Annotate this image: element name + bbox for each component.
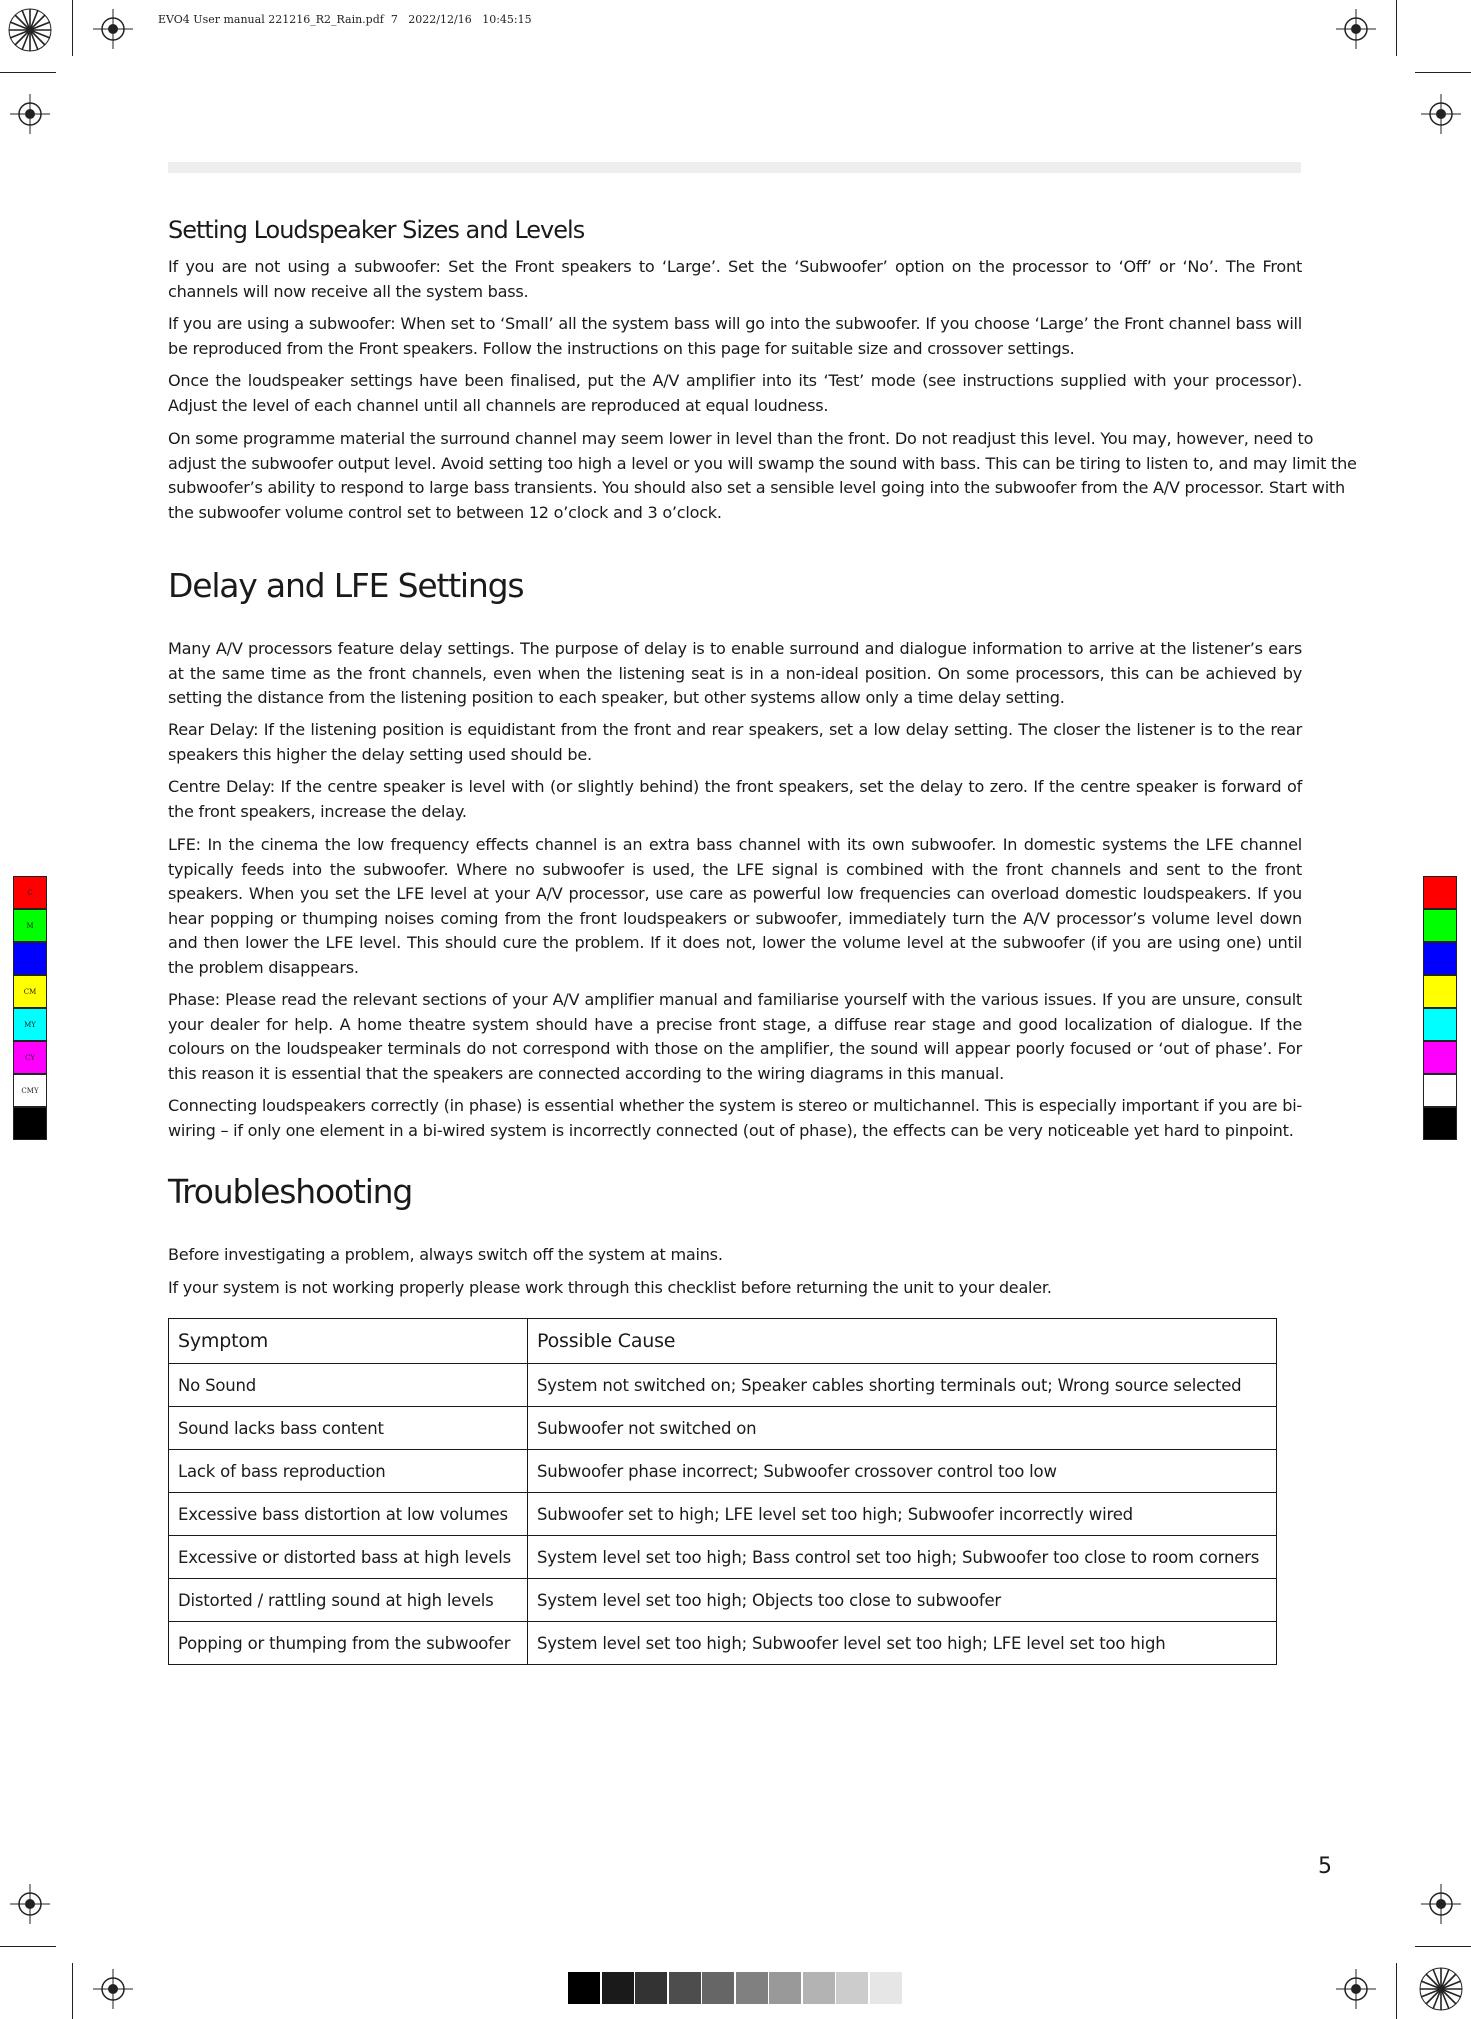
cause-cell: Subwoofer set to high; LFE level set too high; Subwoofer incorrectly wired (528, 1493, 1277, 1536)
paragraph: Many A/V processors feature delay settings. The purpose of delay is to enable surround and dialogue information to arrive at the listener’s ears at the same time as the front channels, even when the listening seat is in a non-ideal position. On some processors, this can be achieved by setting the distance from the listening position to each speaker, but other systems allow only a time delay setting. (168, 639, 1302, 708)
column-header-cause: Possible Cause (528, 1319, 1277, 1364)
gray-step (870, 1972, 902, 2004)
color-swatch: CY (13, 1041, 47, 1074)
paragraph: Connecting loudspeakers correctly (in phase) is essential whether the system is stereo or multichannel. This is especially important if you are bi-wiring – if only one element in a bi-wired system is incorrectly connected (out of phase), the effects can be very noticeable yet hard to pinpoint. (168, 1096, 1302, 1140)
table-row (169, 1364, 1277, 1407)
color-swatch (13, 942, 47, 975)
registration-mark-icon (1421, 1884, 1461, 1924)
color-swatch: CMY (13, 1074, 47, 1107)
page-number: 5 (1318, 1854, 1332, 1879)
color-swatch (1423, 975, 1457, 1008)
paragraph: LFE: In the cinema the low frequency effects channel is an extra bass channel with its own subwoofer. In domestic systems the LFE channel typically feeds into the subwoofer. Where no subwoofer is used, the LFE signal is combined with the front channels and sent to the front speakers. When you set the LFE level at your A/V processor, use care as powerful low frequencies can overload domestic loudspeakers. If you hear popping or thumping noises coming from the front loudspeakers or subwoofer, immediately turn the A/V processor’s volume level down and then lower the LFE level. This should cure the problem. If it does not, lower the volume level at the subwoofer (if you are using one) until the problem disappears. (168, 835, 1302, 977)
color-swatch: CM (13, 975, 47, 1008)
starburst-icon (1419, 1967, 1463, 2011)
section-heading-troubleshooting: Troubleshooting (168, 1172, 413, 1211)
registration-mark-icon (1421, 94, 1461, 134)
color-swatch (1423, 1074, 1457, 1107)
crop-mark (0, 72, 56, 73)
paragraph: If your system is not working properly please work through this checklist before returning the unit to your dealer. (168, 1278, 1052, 1297)
color-swatch: M (13, 909, 47, 942)
gray-step (635, 1972, 667, 2004)
table-row (169, 1450, 1277, 1493)
crop-mark (0, 1946, 56, 1947)
gray-step (769, 1972, 801, 2004)
registration-mark-icon (10, 1884, 50, 1924)
paragraph: Before investigating a problem, always switch off the system at mains. (168, 1245, 723, 1264)
gray-step (803, 1972, 835, 2004)
cause-cell: System level set too high; Bass control set too high; Subwoofer too close to room corners (528, 1536, 1277, 1579)
paragraph: Phase: Please read the relevant sections of your A/V amplifier manual and familiarise yourself with the various issues. If you are unsure, consult your dealer for help. A home theatre system should have a precise front stage, a diffuse rear stage and good localization of dialogue. If the colours on the loudspeaker terminals do not correspond with those on the amplifier, the sound will appear poorly focused or ‘out of phase’. For this reason it is essential that the speakers are connected according to the wiring diagrams in this manual. (168, 990, 1302, 1083)
crop-mark (1415, 1946, 1471, 1947)
gray-step (702, 1972, 734, 2004)
color-bar-left (13, 876, 47, 1140)
table-row (169, 1579, 1277, 1622)
header-rule (168, 162, 1301, 173)
paragraph: If you are not using a subwoofer: Set the Front speakers to ‘Large’. Set the ‘Subwoofer’ option on the processor to ‘Off’ or ‘No’. The Front channels will now receive all the system bass. (168, 257, 1302, 301)
symptom-cell: Popping or thumping from the subwoofer (169, 1622, 528, 1665)
section-heading-delay: Delay and LFE Settings (168, 566, 524, 605)
symptom-cell: No Sound (169, 1364, 528, 1407)
symptom-cell: Distorted / rattling sound at high levels (169, 1579, 528, 1622)
registration-mark-icon (1336, 1969, 1376, 2009)
table-row (169, 1407, 1277, 1450)
paragraph: Once the loudspeaker settings have been finalised, put the A/V amplifier into its ‘Test’ mode (see instructions supplied with your processor). Adjust the level of each channel until all channels are reproduced at equal loudness. (168, 371, 1302, 415)
color-swatch: C (13, 876, 47, 909)
symptom-cell: Excessive or distorted bass at high levels (169, 1536, 528, 1579)
registration-mark-icon (1336, 9, 1376, 49)
color-swatch (1423, 876, 1457, 909)
cause-cell: Subwoofer phase incorrect; Subwoofer crossover control too low (528, 1450, 1277, 1493)
gray-step (736, 1972, 768, 2004)
crop-mark (1396, 0, 1397, 56)
color-swatch (1423, 1107, 1457, 1140)
cause-cell: System level set too high; Objects too close to subwoofer (528, 1579, 1277, 1622)
table-row (169, 1493, 1277, 1536)
table-row (169, 1622, 1277, 1665)
gray-step (568, 1972, 600, 2004)
crop-mark (1415, 72, 1471, 73)
table-row (169, 1536, 1277, 1579)
cause-cell: System level set too high; Subwoofer level set too high; LFE level set too high (528, 1622, 1277, 1665)
color-swatch: MY (13, 1008, 47, 1041)
color-swatch (1423, 1008, 1457, 1041)
table-header-row (169, 1319, 1277, 1364)
color-swatch (1423, 1041, 1457, 1074)
gray-step (602, 1972, 634, 2004)
registration-mark-icon (10, 94, 50, 134)
color-bar-right (1423, 876, 1457, 1140)
color-swatch (1423, 909, 1457, 942)
paragraph: If you are using a subwoofer: When set to ‘Small’ all the system bass will go into the subwoofer. If you choose ‘Large’ the Front channel bass will be reproduced from the Front speakers. Follow the instructions on this page for suitable size and crossover settings. (168, 314, 1302, 358)
symptom-cell: Sound lacks bass content (169, 1407, 528, 1450)
symptom-cell: Lack of bass reproduction (169, 1450, 528, 1493)
column-header-symptom: Symptom (169, 1319, 528, 1364)
gray-step (836, 1972, 868, 2004)
registration-mark-icon (93, 1969, 133, 2009)
crop-mark (72, 1963, 73, 2019)
color-swatch (1423, 942, 1457, 975)
troubleshooting-table (168, 1318, 1277, 1665)
cause-cell: System not switched on; Speaker cables shorting terminals out; Wrong source selected (528, 1364, 1277, 1407)
symptom-cell: Excessive bass distortion at low volumes (169, 1493, 528, 1536)
print-slug: EVO4 User manual 221216_R2_Rain.pdf 7 2022/12/16 10:45:15 (158, 13, 532, 26)
color-swatch (13, 1107, 47, 1140)
crop-mark (1396, 1963, 1397, 2019)
paragraph: Centre Delay: If the centre speaker is level with (or slightly behind) the front speakers, set the delay to zero. If the centre speaker is forward of the front speakers, increase the delay. (168, 777, 1302, 821)
registration-mark-icon (93, 9, 133, 49)
crop-mark (72, 0, 73, 56)
section-heading-sizes: Setting Loudspeaker Sizes and Levels (168, 216, 585, 244)
starburst-icon (8, 8, 52, 52)
gray-step (669, 1972, 701, 2004)
paragraph: On some programme material the surround channel may seem lower in level than the front. Do not readjust this level. You may, however, need to adjust the subwoofer output level. Avoid setting too high a level or you will swamp the sound with bass. This can be tiring to listen to, and may limit the subwoofer’s ability to respond to large bass transients. You should also set a sensible level going into the subwoofer from the A/V processor. Start with the subwoofer volume control set to between 12 o’clock and 3 o’clock. (168, 429, 1357, 522)
cause-cell: Subwoofer not switched on (528, 1407, 1277, 1450)
paragraph: Rear Delay: If the listening position is equidistant from the front and rear speakers, set a low delay setting. The closer the listener is to the rear speakers this higher the delay setting used should be. (168, 720, 1302, 764)
